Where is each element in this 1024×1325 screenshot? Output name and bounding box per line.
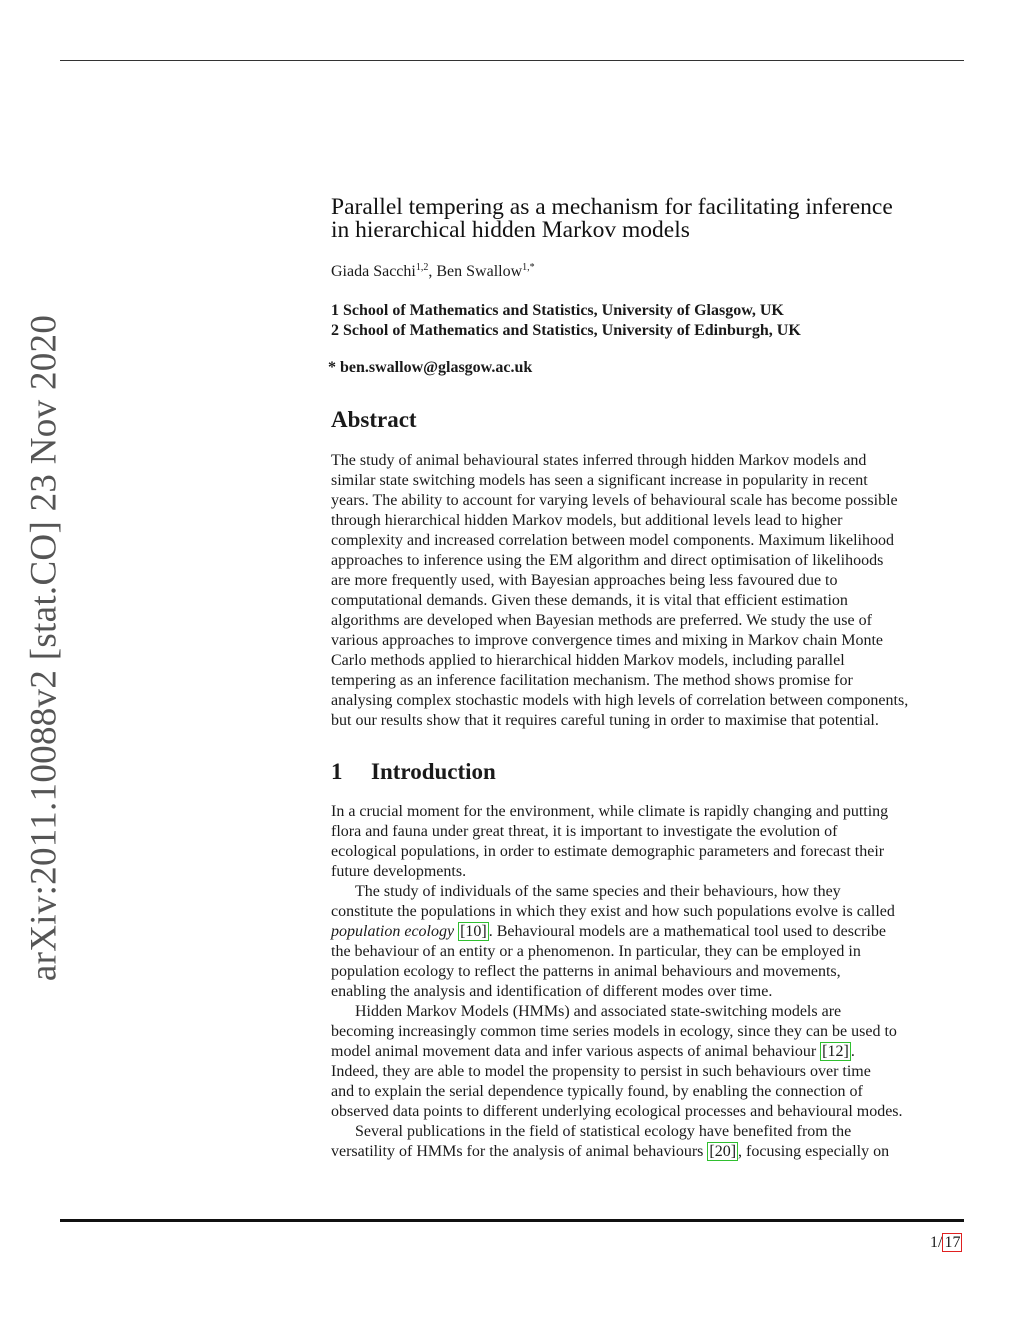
intro-line-text: , focusing especially on	[738, 1143, 890, 1160]
paper-title	[331, 196, 971, 242]
author-name-2: Ben Swallow	[436, 263, 523, 280]
section-title: Introduction	[371, 759, 496, 784]
intro-line: In a crucial moment for the environment, while climate is rapidly changing and putting	[331, 803, 889, 820]
affiliation-2: 2 School of Mathematics and Statistics, University of Edinburgh, UK	[331, 322, 801, 339]
intro-paragraph-4	[331, 1122, 971, 1162]
intro-line-with-citation	[331, 922, 971, 942]
page-current: 1/	[930, 1234, 943, 1251]
abstract-line: tempering as an inference facilitation mechanism. The method shows promise for	[331, 672, 853, 689]
author-2-affil-sup: 1,*	[522, 262, 535, 273]
section-heading-introduction	[331, 758, 971, 786]
intro-line-text: model animal movement data and infer various aspects of animal behaviour	[331, 1043, 821, 1060]
intro-line-with-citation	[331, 1142, 971, 1162]
footer-rule	[60, 1219, 964, 1222]
intro-line-text: versatility of HMMs for the analysis of animal behaviours	[331, 1143, 708, 1160]
abstract-line: analysing complex stochastic models with high levels of correlation between components,	[331, 692, 909, 709]
intro-line: The study of individuals of the same species and their behaviours, how they	[355, 883, 841, 900]
intro-line-with-citation	[331, 1042, 971, 1062]
section-number: 1	[331, 759, 343, 784]
abstract-line: approaches to inference using the EM algorithm and direct optimisation of likelihoods	[331, 552, 884, 569]
intro-line-text: . Behavioural models are a mathematical tool used to describe	[488, 923, 886, 940]
abstract-line: algorithms are developed when Bayesian methods are preferred. We study the use of	[331, 612, 872, 629]
intro-line-text: .	[850, 1043, 855, 1060]
citation-link-20[interactable]: [20]	[709, 1143, 737, 1160]
abstract-line: complexity and increased correlation between model components. Maximum likelihood	[331, 532, 894, 549]
intro-line: enabling the analysis and identification of different modes over time.	[331, 983, 773, 1000]
affiliations	[331, 301, 971, 341]
abstract-line: through hierarchical hidden Markov models, but additional levels lead to higher	[331, 512, 843, 529]
abstract-line: similar state switching models has seen a significant increase in popularity in recent	[331, 472, 868, 489]
abstract-line: years. The ability to account for varying levels of behavioural scale has become possible	[331, 492, 898, 509]
abstract-body	[331, 451, 971, 731]
abstract-line: The study of animal behavioural states inferred through hidden Markov models and	[331, 452, 867, 469]
author-1-affil-sup: 1,2	[415, 262, 429, 273]
author-separator: ,	[428, 263, 437, 280]
author-list	[331, 262, 971, 282]
abstract-line: are more frequently used, with Bayesian approaches being less favoured due to	[331, 572, 838, 589]
intro-line: constitute the populations in which they exist and how such populations evolve is called	[331, 903, 895, 920]
citation-link-12[interactable]: [12]	[822, 1043, 849, 1060]
title-line-2: in hierarchical hidden Markov models	[331, 217, 690, 243]
intro-line: observed data points to different underlying ecological processes and behavioural modes.	[331, 1103, 903, 1120]
page-number	[930, 1232, 962, 1254]
intro-line: flora and fauna under great threat, it is important to investigate the evolution of	[331, 823, 838, 840]
intro-line: Hidden Markov Models (HMMs) and associated state-switching models are	[355, 1003, 842, 1020]
arxiv-id[interactable]: arXiv:2011.10088v2 [stat.CO] 23 Nov 2020	[23, 314, 65, 982]
abstract-line: but our results show that it requires careful tuning in order to maximise that potential.	[331, 712, 879, 729]
intro-line: Several publications in the field of statistical ecology have benefited from the	[355, 1123, 852, 1140]
page-total-link[interactable]: 17	[944, 1234, 961, 1251]
intro-paragraph-1	[331, 802, 971, 882]
intro-paragraph-2	[331, 882, 971, 1002]
term-population-ecology: population ecology	[331, 923, 455, 940]
title-line-1: Parallel tempering as a mechanism for facilitating inference	[331, 194, 893, 220]
intro-line: population ecology to reflect the patterns in animal behaviours and movements,	[331, 963, 841, 980]
introduction-body	[331, 802, 971, 1162]
intro-line: ecological populations, in order to estimate demographic parameters and forecast their	[331, 843, 885, 860]
intro-line: Indeed, they are able to model the propensity to persist in such behaviours over time	[331, 1063, 871, 1080]
intro-line: future developments.	[331, 863, 467, 880]
intro-line: the behaviour of an entity or a phenomenon. In particular, they can be employed in	[331, 943, 861, 960]
intro-line: becoming increasingly common time series models in ecology, since they can be used to	[331, 1023, 897, 1040]
citation-link-10[interactable]: [10]	[460, 923, 487, 940]
author-name-1: Giada Sacchi	[331, 263, 416, 280]
intro-paragraph-3	[331, 1002, 971, 1122]
intro-line: and to explain the serial dependence typically found, by enabling the connection of	[331, 1083, 863, 1100]
affiliation-1: 1 School of Mathematics and Statistics, University of Glasgow, UK	[331, 302, 784, 319]
abstract-line: computational demands. Given these demands, it is vital that efficient estimation	[331, 592, 848, 609]
abstract-line: Carlo methods applied to hierarchical hidden Markov models, including parallel	[331, 652, 845, 669]
header-rule	[60, 60, 964, 61]
abstract-heading: Abstract	[331, 407, 417, 432]
abstract-line: various approaches to improve convergence times and mixing in Markov chain Monte	[331, 632, 883, 649]
corresponding-email[interactable]: * ben.swallow@glasgow.ac.uk	[328, 359, 533, 376]
